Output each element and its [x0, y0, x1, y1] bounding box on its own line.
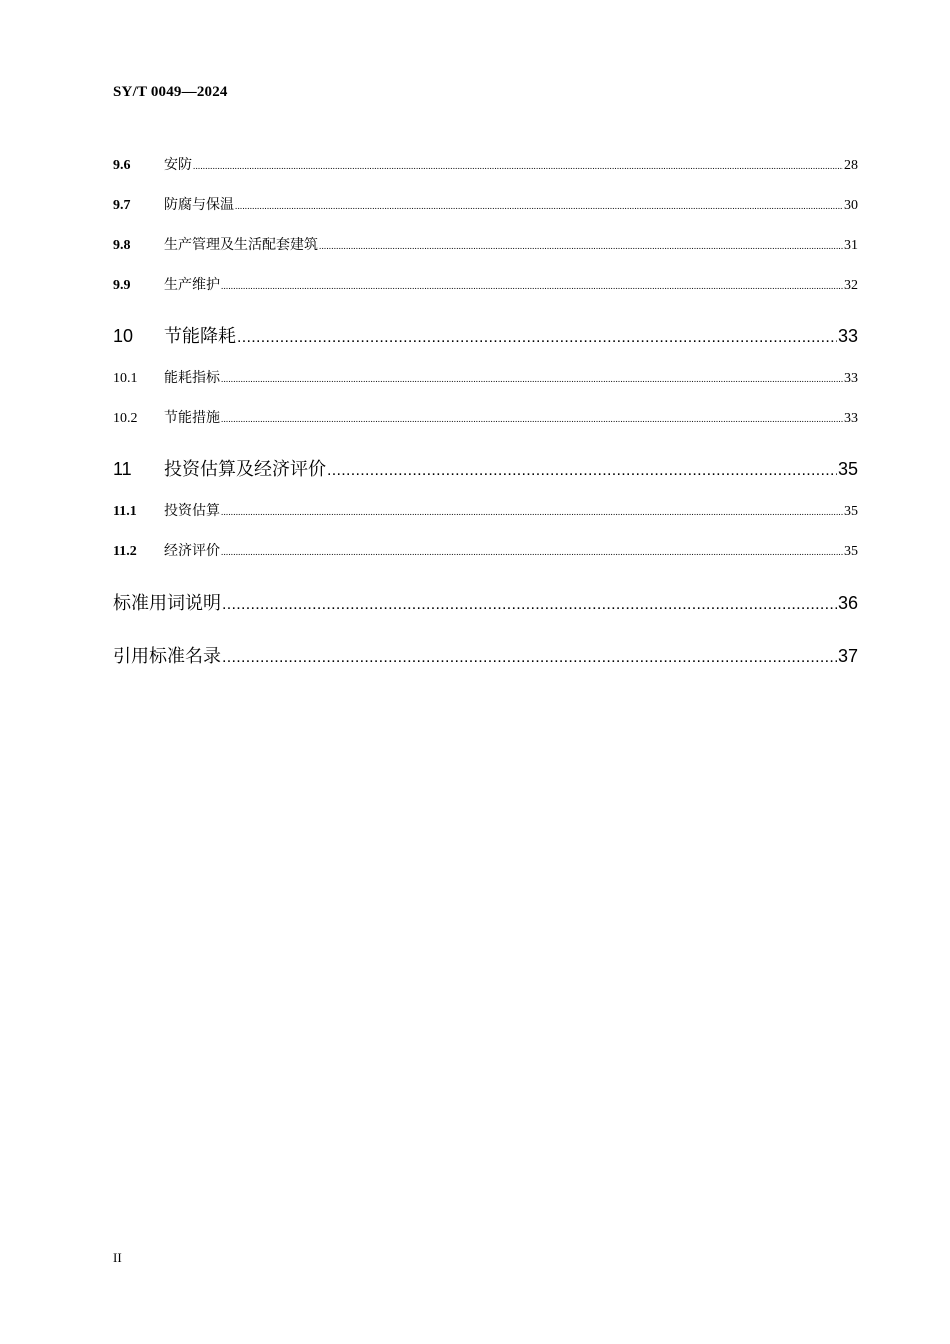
toc-entry-page: 28: [844, 158, 858, 173]
toc-entry-page: 37: [837, 646, 858, 666]
toc-entry-number: 10: [113, 326, 134, 346]
toc-entry-title: 节能降耗: [164, 326, 236, 347]
toc-entry-number: 11: [113, 459, 132, 479]
toc-entry-11-1[interactable]: [113, 500, 858, 520]
toc-entry-standard-terms[interactable]: [113, 589, 858, 615]
toc-entry-number: 10.2: [113, 411, 138, 426]
toc-entry-title: 投资估算及经济评价: [164, 459, 326, 480]
toc-entry-title: 节能措施: [164, 411, 220, 426]
toc-entry-page: 32: [844, 278, 858, 293]
toc-entry-page: 33: [844, 411, 858, 426]
toc-entry-page: 35: [844, 544, 858, 559]
toc-entry-title: 标准用词说明: [113, 593, 221, 614]
toc-entry-number: 11.1: [113, 504, 137, 519]
toc-entry-number: 9.7: [113, 198, 131, 213]
toc-entry-9-8[interactable]: [113, 234, 858, 254]
toc-entry-10-1[interactable]: [113, 367, 858, 387]
toc-entry-title: 投资估算: [164, 504, 220, 519]
toc-dot-leader: [221, 507, 843, 517]
toc-dot-leader: [221, 374, 843, 384]
toc-entry-10-2[interactable]: [113, 407, 858, 427]
toc-dot-leader: [222, 596, 837, 614]
toc-entry-title: 经济评价: [164, 544, 220, 559]
toc-dot-leader: [222, 649, 837, 667]
toc-entry-11-2[interactable]: [113, 540, 858, 560]
toc-entry-page: 33: [844, 371, 858, 386]
toc-dot-leader: [235, 201, 843, 211]
toc-dot-leader: [221, 547, 843, 557]
toc-dot-leader: [221, 414, 843, 424]
toc-dot-leader: [193, 161, 843, 171]
page-number-footer: II: [113, 1250, 122, 1265]
toc-entry-9-6[interactable]: [113, 154, 858, 174]
toc-entry-cited-standards[interactable]: [113, 642, 858, 668]
toc-entry-9-7[interactable]: [113, 194, 858, 214]
toc-entry-number: 9.8: [113, 238, 131, 253]
toc-entry-page: 31: [844, 238, 858, 253]
toc-entry-10[interactable]: [113, 322, 858, 348]
toc-entry-title: 防腐与保温: [164, 198, 234, 213]
toc-entry-9-9[interactable]: [113, 274, 858, 294]
toc-entry-title: 能耗指标: [164, 371, 220, 386]
toc-entry-page: 35: [837, 459, 858, 479]
toc-entry-number: 9.9: [113, 278, 131, 293]
toc-entry-11[interactable]: [113, 455, 858, 481]
toc-entry-page: 30: [844, 198, 858, 213]
toc-entry-title: 生产管理及生活配套建筑: [164, 238, 318, 253]
toc-entry-number: 10.1: [113, 371, 138, 386]
toc-dot-leader: [221, 281, 843, 291]
toc-dot-leader: [237, 329, 837, 347]
toc-dot-leader: [327, 462, 837, 480]
toc-entry-page: 35: [844, 504, 858, 519]
toc-entry-number: 9.6: [113, 158, 131, 173]
toc-entry-title: 生产维护: [164, 278, 220, 293]
toc-entry-number: 11.2: [113, 544, 137, 559]
toc-entry-page: 36: [837, 593, 858, 613]
toc-entry-page: 33: [837, 326, 858, 346]
toc-entry-title: 引用标准名录: [113, 646, 221, 667]
toc-entry-title: 安防: [164, 158, 192, 173]
toc-dot-leader: [319, 241, 843, 251]
document-code-header: SY/T 0049—2024: [113, 84, 228, 100]
